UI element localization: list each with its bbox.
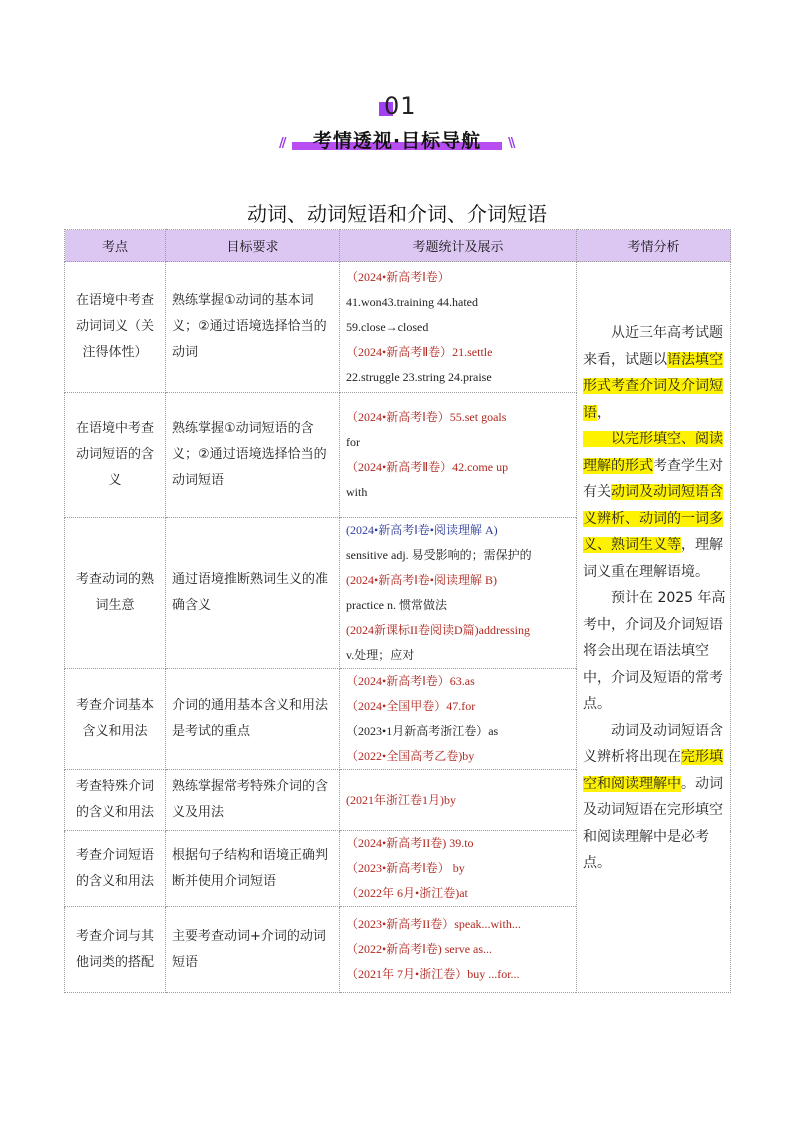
topic-cell: 考查介词与其他词类的搭配 <box>65 907 166 993</box>
requirement-cell: 介词的通用基本含义和用法是考试的重点 <box>166 669 340 770</box>
stats-cell <box>340 770 577 831</box>
stat-line: （2024•新高考Ⅱ卷）21.settle <box>346 344 493 359</box>
requirement-cell: 通过语境推断熟词生义的准确含义 <box>166 518 340 669</box>
topic-cell: 考查介词短语的含义和用法 <box>65 831 166 907</box>
stats-cell <box>340 907 577 993</box>
stats-cell <box>340 393 577 518</box>
stat-line: v.处理；应对 <box>346 648 415 662</box>
stat-line: sensitive adj. 易受影响的；需保护的 <box>346 548 532 562</box>
stat-line: (2021年浙江卷1月)by <box>346 792 456 807</box>
requirement-cell: 根据句子结构和语境正确判断并使用介词短语 <box>166 831 340 907</box>
analysis-text: 。动词及动词短语在完形填空和阅读理解中是必考点。 <box>583 775 723 871</box>
topic-cell: 考查介词基本含义和用法 <box>65 669 166 770</box>
banner-slash-right: \\ <box>508 136 514 151</box>
requirement-cell: 熟练掌握常考特殊介词的含义及用法 <box>166 770 340 831</box>
analysis-cell <box>577 262 731 993</box>
stat-line: （2024•新高考Ⅰ卷）55.set goals <box>346 410 507 424</box>
stat-line: （2024•全国甲卷）47.for <box>346 699 476 713</box>
stat-line: （2024•新高考Ⅰ卷）63.as <box>346 674 475 688</box>
stat-line: （2023•1月新高考浙江卷）as <box>346 724 499 738</box>
stat-line: （2024•新高考Ⅱ卷）42.come up <box>346 460 509 474</box>
topic-cell: 考查特殊介词的含义和用法 <box>65 770 166 831</box>
table-header-row <box>65 230 731 262</box>
stat-line: (2024新课标II卷阅读D篇)addressing <box>346 623 530 637</box>
analysis-text: 考查学生对有关 <box>583 457 723 500</box>
header-analysis: 考情分析 <box>577 230 731 262</box>
banner-slash-left: // <box>279 136 285 151</box>
topic-cell: 在语境中考查动词词义（关注得体性） <box>65 262 166 393</box>
analysis-highlight: 动词及动词短语含义辨析、动词的一词多义、熟词生义等 <box>583 484 723 553</box>
analysis-paragraph-1 <box>583 320 726 585</box>
stat-line: （2022•新高考Ⅰ卷) serve as... <box>346 942 493 956</box>
section-header <box>0 92 794 162</box>
topic-cell: 在语境中考查动词短语的含义 <box>65 393 166 518</box>
table-row <box>65 262 731 393</box>
stat-line: 41.won43.training 44.hated <box>346 294 478 309</box>
stat-line: 22.struggle 23.string 24.praise <box>346 369 492 384</box>
stat-line: （2023•新高考II卷）speak...with... <box>346 917 521 931</box>
exam-analysis-table <box>64 229 731 993</box>
analysis-highlight: 语法填空形式考查介词及介词短语 <box>583 351 723 421</box>
stat-line: (2024•新高考Ⅰ卷•阅读理解 B) <box>346 573 497 587</box>
stat-line: （2024•新高考Ⅰ卷） <box>346 269 450 284</box>
requirement-cell: 熟练掌握①动词短语的含义；②通过语境选择恰当的动词短语 <box>166 393 340 518</box>
header-stats: 考题统计及展示 <box>340 230 577 262</box>
stat-line: 59.close→closed <box>346 319 429 334</box>
stats-cell <box>340 518 577 669</box>
stat-line: for <box>346 435 360 449</box>
requirement-cell: 主要考查动词+介词的动词短语 <box>166 907 340 993</box>
analysis-text: ，理解词义重在理解语境。 <box>583 537 723 580</box>
stat-line: （2021年 7月•浙江卷）buy ...for... <box>346 967 520 981</box>
analysis-text: 从近三年高考试题来看，试题以 <box>583 325 723 368</box>
stat-line: (2024•新高考Ⅰ卷•阅读理解 A) <box>346 523 498 537</box>
stat-line: practice n. 惯常做法 <box>346 598 447 612</box>
stats-cell <box>340 669 577 770</box>
header-requirement: 目标要求 <box>166 230 340 262</box>
stat-line: （2023•新高考Ⅰ卷） by <box>346 861 465 875</box>
analysis-highlight: 完形填空和阅读理解中 <box>583 749 723 792</box>
topic-cell: 考查动词的熟词生意 <box>65 518 166 669</box>
header-topic: 考点 <box>65 230 166 262</box>
section-number: 01 <box>384 92 417 120</box>
stats-cell <box>340 262 577 393</box>
stat-line: （2024•新高考II卷) 39.to <box>346 836 474 850</box>
analysis-paragraph-2: 预计在 2025 年高考中，介词及介词短语将会出现在语法填空中，介词及短语的常考点。 <box>583 590 726 712</box>
stats-cell <box>340 831 577 907</box>
banner-title: 考情透视·目标导航 <box>312 130 482 152</box>
analysis-paragraph-3 <box>583 718 726 877</box>
analysis-highlight: 以完形填空、阅读理解的形式 <box>583 431 723 474</box>
stat-line: （2022年 6月•浙江卷)at <box>346 886 468 900</box>
stat-line: with <box>346 485 368 499</box>
requirement-cell: 熟练掌握①动词的基本词义；②通过语境选择恰当的动词 <box>166 262 340 393</box>
analysis-text: ， <box>597 404 611 421</box>
analysis-text: 动词及动词短语含义辨析将出现在 <box>583 722 723 765</box>
document-title: 动词、动词短语和介词、介词短语 <box>247 202 547 226</box>
stat-line: （2022•全国高考乙卷)by <box>346 749 475 763</box>
